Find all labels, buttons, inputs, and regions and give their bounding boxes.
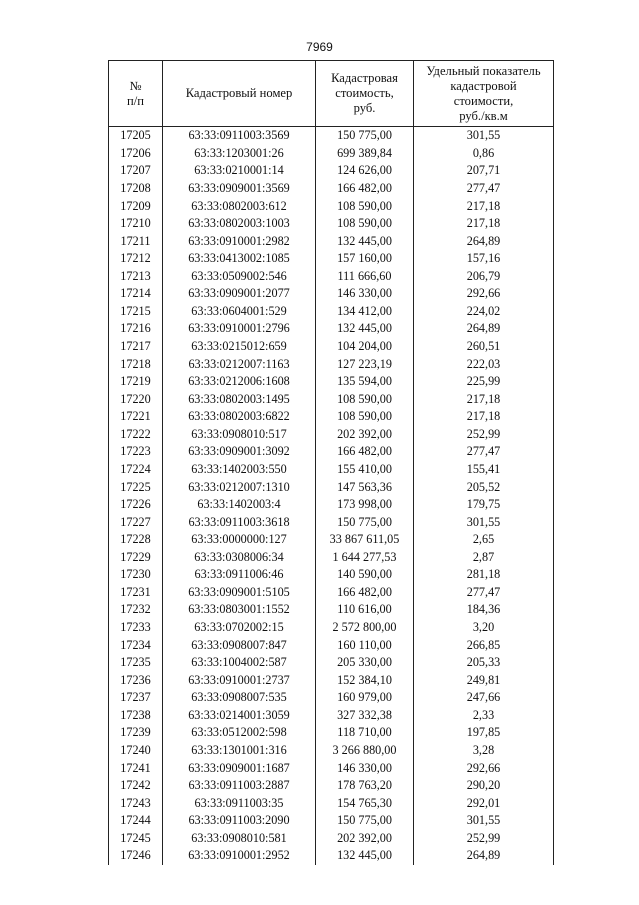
table-row [109,373,554,391]
specific-value: 184,36 [414,601,554,619]
row-number: 17216 [109,320,163,338]
specific-value: 2,87 [414,549,554,567]
table-row [109,127,554,145]
cadastral-number: 63:33:0212007:1310 [163,478,316,496]
specific-value: 252,99 [414,830,554,848]
row-number: 17240 [109,742,163,760]
cadastral-number: 63:33:0212006:1608 [163,373,316,391]
specific-value: 260,51 [414,338,554,356]
row-number: 17231 [109,584,163,602]
row-number: 17214 [109,285,163,303]
cadastral-number: 63:33:0911003:35 [163,794,316,812]
cadastral-number: 63:33:0910001:2982 [163,232,316,250]
cadastral-number: 63:33:0908010:517 [163,426,316,444]
cadastral-value: 104 204,00 [316,338,414,356]
row-number: 17230 [109,566,163,584]
specific-value: 217,18 [414,197,554,215]
table-body [109,127,554,865]
row-number: 17210 [109,215,163,233]
row-number: 17212 [109,250,163,268]
cadastral-value: 150 775,00 [316,812,414,830]
row-number: 17233 [109,619,163,637]
row-number: 17224 [109,461,163,479]
cadastral-number: 63:33:0802003:1003 [163,215,316,233]
table-row [109,285,554,303]
specific-value: 281,18 [414,566,554,584]
cadastral-value: 1 644 277,53 [316,549,414,567]
cadastral-value: 132 445,00 [316,847,414,865]
specific-value: 217,18 [414,215,554,233]
cadastral-value: 135 594,00 [316,373,414,391]
cadastral-number: 63:33:0512002:598 [163,724,316,742]
cadastral-value: 154 765,30 [316,794,414,812]
table-row [109,320,554,338]
cadastral-value: 157 160,00 [316,250,414,268]
cadastral-number: 63:33:0908007:535 [163,689,316,707]
row-number: 17211 [109,232,163,250]
cadastral-value: 160 110,00 [316,636,414,654]
row-number: 17215 [109,303,163,321]
cadastral-number: 63:33:0909001:1687 [163,759,316,777]
table-row [109,250,554,268]
table-row [109,215,554,233]
table-row [109,145,554,163]
row-number: 17242 [109,777,163,795]
cadastral-value: 146 330,00 [316,285,414,303]
cadastral-value: 132 445,00 [316,232,414,250]
table-row [109,830,554,848]
table-row [109,408,554,426]
cadastral-value-table [108,60,554,865]
specific-value: 292,01 [414,794,554,812]
specific-value: 266,85 [414,636,554,654]
specific-value: 205,33 [414,654,554,672]
cadastral-value: 3 266 880,00 [316,742,414,760]
cadastral-value: 147 563,36 [316,478,414,496]
row-number: 17237 [109,689,163,707]
row-number: 17243 [109,794,163,812]
cadastral-number: 63:33:0803001:1552 [163,601,316,619]
specific-value: 206,79 [414,268,554,286]
cadastral-value: 155 410,00 [316,461,414,479]
table-row [109,566,554,584]
cadastral-value: 110 616,00 [316,601,414,619]
cadastral-value: 146 330,00 [316,759,414,777]
specific-value: 277,47 [414,180,554,198]
cadastral-value: 140 590,00 [316,566,414,584]
row-number: 17228 [109,531,163,549]
cadastral-number: 63:33:0802003:612 [163,197,316,215]
cadastral-number: 63:33:0802003:1495 [163,390,316,408]
table-row [109,707,554,725]
cadastral-number: 63:33:0509002:546 [163,268,316,286]
table-row [109,303,554,321]
cadastral-value: 108 590,00 [316,408,414,426]
cadastral-value: 160 979,00 [316,689,414,707]
specific-value: 247,66 [414,689,554,707]
row-number: 17205 [109,127,163,145]
row-number: 17232 [109,601,163,619]
table-row [109,689,554,707]
cadastral-value: 202 392,00 [316,830,414,848]
cadastral-value: 166 482,00 [316,443,414,461]
specific-value: 301,55 [414,812,554,830]
cadastral-value: 132 445,00 [316,320,414,338]
table-row [109,549,554,567]
table-row [109,390,554,408]
cadastral-value: 152 384,10 [316,671,414,689]
cadastral-value: 108 590,00 [316,197,414,215]
specific-value: 277,47 [414,443,554,461]
cadastral-value: 150 775,00 [316,127,414,145]
row-number: 17221 [109,408,163,426]
table-row [109,478,554,496]
cadastral-value: 134 412,00 [316,303,414,321]
specific-value: 225,99 [414,373,554,391]
row-number: 17217 [109,338,163,356]
specific-value: 301,55 [414,513,554,531]
specific-value: 264,89 [414,847,554,865]
table-row [109,426,554,444]
row-number: 17207 [109,162,163,180]
table-row [109,671,554,689]
specific-value: 252,99 [414,426,554,444]
specific-value: 179,75 [414,496,554,514]
table-row [109,584,554,602]
row-number: 17235 [109,654,163,672]
table-row [109,794,554,812]
cadastral-value: 124 626,00 [316,162,414,180]
table-row [109,724,554,742]
header-num: № п/п [109,61,163,127]
row-number: 17236 [109,671,163,689]
table-row [109,162,554,180]
cadastral-value: 202 392,00 [316,426,414,444]
cadastral-value: 2 572 800,00 [316,619,414,637]
specific-value: 3,28 [414,742,554,760]
cadastral-value: 118 710,00 [316,724,414,742]
cadastral-value: 327 332,38 [316,707,414,725]
cadastral-number: 63:33:0909001:3569 [163,180,316,198]
table-row [109,180,554,198]
table-row [109,742,554,760]
cadastral-number: 63:33:0910001:2796 [163,320,316,338]
cadastral-value: 33 867 611,05 [316,531,414,549]
specific-value: 292,66 [414,759,554,777]
table-row [109,777,554,795]
cadastral-value: 150 775,00 [316,513,414,531]
cadastral-number: 63:33:0908010:581 [163,830,316,848]
specific-value: 155,41 [414,461,554,479]
table-row [109,619,554,637]
row-number: 17234 [109,636,163,654]
cadastral-number: 63:33:0000000:127 [163,531,316,549]
cadastral-value: 166 482,00 [316,584,414,602]
specific-value: 217,18 [414,390,554,408]
cadastral-value: 173 998,00 [316,496,414,514]
cadastral-number: 63:33:0911003:2090 [163,812,316,830]
table-row [109,531,554,549]
specific-value: 207,71 [414,162,554,180]
cadastral-value: 127 223,19 [316,355,414,373]
table-row [109,812,554,830]
row-number: 17239 [109,724,163,742]
row-number: 17213 [109,268,163,286]
table-row [109,268,554,286]
cadastral-number: 63:33:0909001:5105 [163,584,316,602]
specific-value: 264,89 [414,232,554,250]
cadastral-number: 63:33:0911003:3618 [163,513,316,531]
row-number: 17220 [109,390,163,408]
table-row [109,759,554,777]
table-row [109,443,554,461]
table-row [109,232,554,250]
cadastral-number: 63:33:0308006:34 [163,549,316,567]
row-number: 17208 [109,180,163,198]
specific-value: 290,20 [414,777,554,795]
row-number: 17225 [109,478,163,496]
cadastral-number: 63:33:0910001:2737 [163,671,316,689]
cadastral-number: 63:33:0413002:1085 [163,250,316,268]
specific-value: 222,03 [414,355,554,373]
header-specific-value: Удельный показатель кадастровой стоимости, руб./кв.м [414,61,554,127]
specific-value: 157,16 [414,250,554,268]
cadastral-value: 178 763,20 [316,777,414,795]
row-number: 17206 [109,145,163,163]
row-number: 17241 [109,759,163,777]
table-row [109,513,554,531]
specific-value: 2,65 [414,531,554,549]
header-cadastral-value: Кадастровая стоимость, руб. [316,61,414,127]
row-number: 17226 [109,496,163,514]
cadastral-number: 63:33:0210001:14 [163,162,316,180]
cadastral-number: 63:33:0911003:3569 [163,127,316,145]
table-row [109,461,554,479]
row-number: 17244 [109,812,163,830]
cadastral-number: 63:33:0802003:6822 [163,408,316,426]
specific-value: 224,02 [414,303,554,321]
table-row [109,355,554,373]
cadastral-value: 699 389,84 [316,145,414,163]
row-number: 17218 [109,355,163,373]
cadastral-number: 63:33:0215012:659 [163,338,316,356]
cadastral-number: 63:33:1402003:550 [163,461,316,479]
specific-value: 205,52 [414,478,554,496]
specific-value: 197,85 [414,724,554,742]
cadastral-number: 63:33:0910001:2952 [163,847,316,865]
cadastral-number: 63:33:1203001:26 [163,145,316,163]
table-header [109,61,554,127]
cadastral-number: 63:33:0909001:2077 [163,285,316,303]
specific-value: 3,20 [414,619,554,637]
cadastral-number: 63:33:0911003:2887 [163,777,316,795]
table-row [109,654,554,672]
cadastral-number: 63:33:0604001:529 [163,303,316,321]
specific-value: 217,18 [414,408,554,426]
specific-value: 249,81 [414,671,554,689]
cadastral-number: 63:33:0909001:3092 [163,443,316,461]
specific-value: 264,89 [414,320,554,338]
cadastral-number: 63:33:1402003:4 [163,496,316,514]
row-number: 17223 [109,443,163,461]
table-row [109,496,554,514]
cadastral-value: 166 482,00 [316,180,414,198]
specific-value: 2,33 [414,707,554,725]
table-row [109,601,554,619]
row-number: 17227 [109,513,163,531]
row-number: 17246 [109,847,163,865]
header-cadastral-number: Кадастровый номер [163,61,316,127]
cadastral-value: 108 590,00 [316,390,414,408]
specific-value: 301,55 [414,127,554,145]
row-number: 17229 [109,549,163,567]
specific-value: 292,66 [414,285,554,303]
table-row [109,197,554,215]
table-row [109,338,554,356]
specific-value: 0,86 [414,145,554,163]
cadastral-number: 63:33:0702002:15 [163,619,316,637]
cadastral-number: 63:33:1004002:587 [163,654,316,672]
cadastral-value: 111 666,60 [316,268,414,286]
row-number: 17238 [109,707,163,725]
row-number: 17245 [109,830,163,848]
table-row [109,636,554,654]
specific-value: 277,47 [414,584,554,602]
table-row [109,847,554,865]
cadastral-number: 63:33:0212007:1163 [163,355,316,373]
cadastral-number: 63:33:0214001:3059 [163,707,316,725]
cadastral-number: 63:33:0911006:46 [163,566,316,584]
cadastral-number: 63:33:1301001:316 [163,742,316,760]
page-number: 7969 [306,40,333,54]
row-number: 17209 [109,197,163,215]
cadastral-value: 108 590,00 [316,215,414,233]
cadastral-number: 63:33:0908007:847 [163,636,316,654]
row-number: 17222 [109,426,163,444]
row-number: 17219 [109,373,163,391]
cadastral-value: 205 330,00 [316,654,414,672]
